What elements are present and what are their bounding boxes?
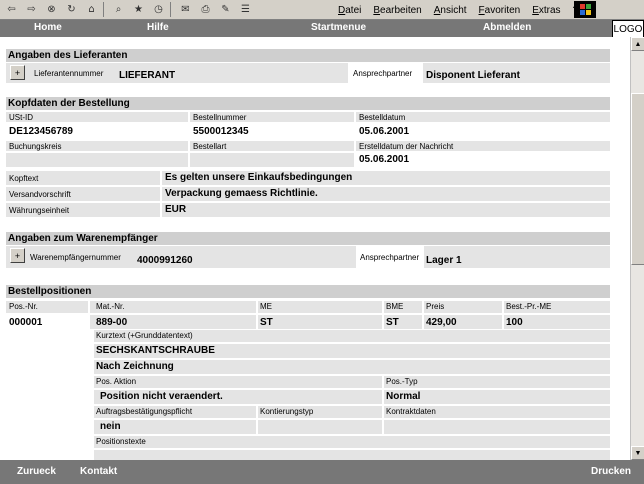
drucken-button[interactable]: Drucken — [591, 466, 632, 477]
datum-label: Bestelldatum — [359, 113, 406, 122]
bestnr-label: Bestellnummer — [193, 113, 247, 122]
menu-extras[interactable]: Extras — [532, 4, 561, 16]
aktion-label-cell — [94, 376, 382, 388]
menu-bearbeiten[interactable]: Bearbeiten — [373, 4, 422, 16]
art-value-cell — [190, 153, 354, 167]
zeichnung-value: Nach Zeichnung — [96, 361, 174, 372]
me-header: ME — [260, 302, 272, 311]
vertical-scrollbar[interactable] — [630, 37, 644, 460]
empf-ap-label: Ansprechpartner — [360, 253, 420, 262]
ustid-label: USt-ID — [9, 113, 33, 122]
kopftext-value: Es gelten unsere Einkaufsbedingungen — [165, 172, 353, 183]
pos-nr-value: 000001 — [9, 317, 43, 328]
versand-value: Verpackung gemaess Richtlinie. — [165, 188, 318, 199]
abpflicht-value: nein — [100, 421, 121, 432]
stop-icon[interactable]: ⊗ — [47, 4, 56, 15]
main-content — [0, 37, 630, 460]
kontakt-button[interactable]: Kontakt — [80, 466, 118, 477]
back-icon[interactable]: ⇦ — [7, 4, 16, 15]
kontier-label: Kontierungstyp — [260, 407, 314, 416]
aktion-label: Pos. Aktion — [96, 377, 137, 386]
empf-nr-value: 4000991260 — [137, 255, 193, 266]
kopftext-label: Kopftext — [9, 174, 39, 183]
postexte-label: Positionstexte — [96, 437, 146, 446]
home-icon[interactable]: ⌂ — [88, 4, 95, 15]
kontrakt-label: Kontraktdaten — [386, 407, 436, 416]
bme-value: ST — [386, 317, 399, 328]
history-icon[interactable]: ◷ — [154, 4, 163, 15]
nav-startmenue[interactable]: Startmenue — [311, 22, 367, 33]
scroll-up-icon[interactable]: ▲ — [631, 37, 644, 51]
empf-ap-value: Lager 1 — [426, 255, 462, 266]
lieferant-ap-label: Ansprechpartner — [353, 69, 413, 78]
bukrs-value-cell — [6, 153, 188, 167]
waehrung-value-cell — [162, 203, 610, 217]
section-title-warenempfaenger: Angaben zum Warenempfänger — [6, 232, 610, 245]
bukrs-label: Buchungskreis — [9, 142, 62, 151]
menu-favoriten[interactable]: Favoriten — [478, 4, 521, 16]
empf-nr-label: Warenempfängernummer — [30, 253, 121, 262]
forward-icon[interactable]: ⇨ — [27, 4, 36, 15]
ustid-label-cell — [6, 112, 188, 122]
menu-datei[interactable]: Datei — [338, 4, 362, 16]
lieferant-ap-value: Disponent Lieferant — [426, 70, 520, 81]
preis-value: 429,00 — [426, 317, 457, 328]
top-navigation — [0, 20, 612, 37]
best-pr-me-value: 100 — [506, 317, 523, 328]
section-title-lieferant: Angaben des Lieferanten — [6, 49, 610, 62]
me-header-cell — [258, 301, 382, 313]
windows-logo-icon — [574, 1, 596, 18]
abpflicht-label: Auftragsbestätigungspflicht — [96, 407, 193, 416]
typ-value: Normal — [386, 391, 421, 402]
versand-label: Versandvorschrift — [9, 190, 71, 199]
waehrung-label: Währungseinheit — [9, 206, 70, 215]
print-icon[interactable]: ⎙ — [201, 4, 210, 15]
ustid-value: DE123456789 — [9, 126, 73, 137]
art-label: Bestellart — [193, 142, 227, 151]
favorites-icon[interactable]: ★ — [134, 4, 143, 15]
pos-nr-header: Pos.-Nr. — [9, 302, 38, 311]
bottom-navigation — [0, 460, 644, 484]
menu-ansicht[interactable]: Ansicht — [433, 4, 467, 16]
me-value-cell — [258, 315, 382, 329]
toolbar-separator — [170, 2, 171, 17]
kontier-value-cell — [258, 420, 382, 434]
lieferant-nr-label: Lieferantennummer — [34, 69, 104, 78]
waehrung-value: EUR — [165, 204, 187, 215]
section-title-bestellpositionen: Bestellpositionen — [6, 285, 610, 298]
search-icon[interactable]: ⌕ — [115, 4, 122, 15]
expand-empfaenger-button[interactable]: + — [10, 248, 25, 263]
expand-lieferant-button[interactable]: + — [10, 65, 25, 80]
zurueck-button[interactable]: Zurueck — [17, 466, 56, 477]
nav-hilfe[interactable]: Hilfe — [147, 22, 169, 33]
mat-nr-value: 889-00 — [96, 317, 128, 328]
mat-nr-header: Mat.-Nr. — [96, 302, 125, 311]
postexte-value-cell — [94, 450, 610, 460]
nav-home[interactable]: Home — [34, 22, 62, 33]
edit-icon[interactable]: ✎ — [221, 4, 230, 15]
section-title-kopfdaten: Kopfdaten der Bestellung — [6, 97, 610, 110]
kurztext-value: SECHSKANTSCHRAUBE — [96, 345, 215, 356]
postexte-label-cell — [94, 436, 610, 448]
aktion-value: Position nicht veraendert. — [100, 391, 223, 402]
kurztext-label: Kurztext (+Grunddatentext) — [96, 331, 193, 340]
kontrakt-value-cell — [384, 420, 610, 434]
best-pr-me-header: Best.-Pr.-ME — [506, 302, 552, 311]
toolbar-separator — [103, 2, 104, 17]
mail-icon[interactable]: ✉ — [181, 4, 190, 15]
lieferant-nr-value: LIEFERANT — [119, 70, 176, 81]
preis-header: Preis — [426, 302, 445, 311]
scroll-down-icon[interactable]: ▼ — [631, 446, 644, 460]
erstell-label: Erstelldatum der Nachricht — [359, 142, 454, 151]
bestnr-value: 5500012345 — [193, 126, 249, 137]
company-logo: LOGO — [612, 20, 644, 38]
discuss-icon[interactable]: ☰ — [241, 4, 250, 15]
datum-value: 05.06.2001 — [359, 126, 410, 137]
bme-header: BME — [386, 302, 404, 311]
typ-label: Pos.-Typ — [386, 377, 418, 386]
refresh-icon[interactable]: ↻ — [67, 4, 76, 15]
me-value: ST — [260, 317, 273, 328]
scroll-thumb[interactable] — [631, 93, 644, 265]
erstell-value: 05.06.2001 — [359, 154, 410, 165]
menu-bar — [338, 0, 590, 20]
nav-abmelden[interactable]: Abmelden — [483, 22, 532, 33]
